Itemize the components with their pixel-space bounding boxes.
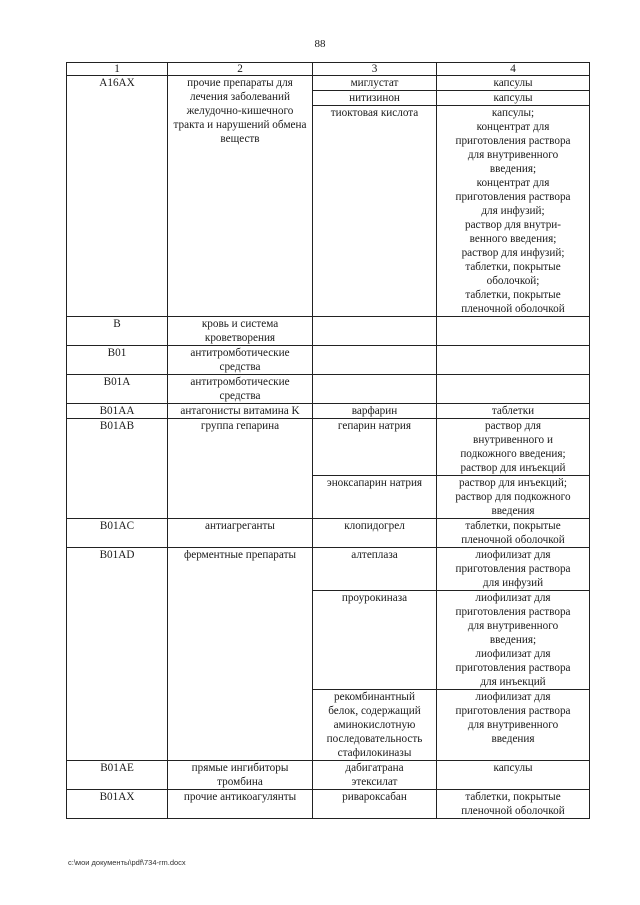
atc-group-name: группа гепарина: [168, 419, 313, 519]
empty-cell: [437, 346, 590, 375]
drug-name: нитизинон: [313, 91, 437, 106]
table-row: [67, 548, 590, 591]
drug-name: алтеплаза: [313, 548, 437, 591]
empty-cell: [437, 317, 590, 346]
atc-code: B01AD: [67, 548, 168, 761]
page-number: 88: [314, 38, 326, 50]
table-row: [67, 790, 590, 819]
atc-code: B: [67, 317, 168, 346]
drug-name: варфарин: [313, 404, 437, 419]
drug-name: проурокиназа: [313, 591, 437, 690]
atc-code: B01AE: [67, 761, 168, 790]
atc-group-name: прочие антикоагулянты: [168, 790, 313, 819]
atc-group-name: прочие препараты для лечения заболеваний желудочно-кишечного тракта и нарушений обмена веществ: [168, 76, 313, 317]
dosage-form: лиофилизат для приготовления раствора для инфузий: [437, 548, 590, 591]
table-row: [67, 346, 590, 375]
table-row: [67, 519, 590, 548]
dosage-form: таблетки, покрытые пленочной оболочкой: [437, 519, 590, 548]
dosage-form: капсулы: [437, 76, 590, 91]
drug-name: эноксапарин натрия: [313, 476, 437, 519]
atc-code: B01A: [67, 375, 168, 404]
dosage-form: раствор для внутривенного и подкожного введения; раствор для инъекций: [437, 419, 590, 476]
dosage-form: таблетки, покрытые пленочной оболочкой: [437, 790, 590, 819]
atc-code: B01AX: [67, 790, 168, 819]
empty-cell: [437, 375, 590, 404]
header-cell: 3: [313, 63, 437, 76]
drug-name: клопидогрел: [313, 519, 437, 548]
atc-group-name: кровь и система кроветворения: [168, 317, 313, 346]
header-cell: 1: [67, 63, 168, 76]
atc-group-name: антитромботические средства: [168, 375, 313, 404]
header-cell: 2: [168, 63, 313, 76]
file-path-footer: c:\мои документы\pdf\734-rm.docx: [68, 858, 186, 867]
dosage-form: раствор для инъекций; раствор для подкожного введения: [437, 476, 590, 519]
table-row: [67, 761, 590, 790]
drug-name: ривароксабан: [313, 790, 437, 819]
drug-name: дабигатрана этексилат: [313, 761, 437, 790]
empty-cell: [313, 346, 437, 375]
drug-name: гепарин натрия: [313, 419, 437, 476]
drug-table: [66, 62, 590, 819]
table-row: [67, 375, 590, 404]
atc-group-name: антитромботические средства: [168, 346, 313, 375]
header-cell: 4: [437, 63, 590, 76]
dosage-form: капсулы: [437, 761, 590, 790]
drug-name: тиоктовая кислота: [313, 106, 437, 317]
dosage-form: лиофилизат для приготовления раствора для внутривенного введения: [437, 690, 590, 761]
table-row: [67, 404, 590, 419]
drug-name: миглустат: [313, 76, 437, 91]
atc-code: B01AA: [67, 404, 168, 419]
dosage-form: капсулы: [437, 91, 590, 106]
table-row: [67, 76, 590, 91]
dosage-form: капсулы; концентрат для приготовления раствора для внутривенного введения; концентрат для приготовления раствора для инфузий; раствор для внутри- венного введения; раствор для инфузий; таблетки, покрытые оболочкой; таблетки, покрытые пленочной оболочкой: [437, 106, 590, 317]
atc-group-name: прямые ингибиторы тромбина: [168, 761, 313, 790]
dosage-form: лиофилизат для приготовления раствора для внутривенного введения; лиофилизат для приготовления раствора для инъекций: [437, 591, 590, 690]
drug-name: рекомбинантный белок, содержащий аминокислотную последовательность стафилокиназы: [313, 690, 437, 761]
atc-group-name: антиагреганты: [168, 519, 313, 548]
table-header-row: [67, 63, 590, 76]
table-row: [67, 317, 590, 346]
atc-code: B01: [67, 346, 168, 375]
atc-group-name: ферментные препараты: [168, 548, 313, 761]
table-row: [67, 419, 590, 476]
dosage-form: таблетки: [437, 404, 590, 419]
atc-code: A16AX: [67, 76, 168, 317]
atc-group-name: антагонисты витамина K: [168, 404, 313, 419]
empty-cell: [313, 375, 437, 404]
atc-code: B01AC: [67, 519, 168, 548]
atc-code: B01AB: [67, 419, 168, 519]
empty-cell: [313, 317, 437, 346]
